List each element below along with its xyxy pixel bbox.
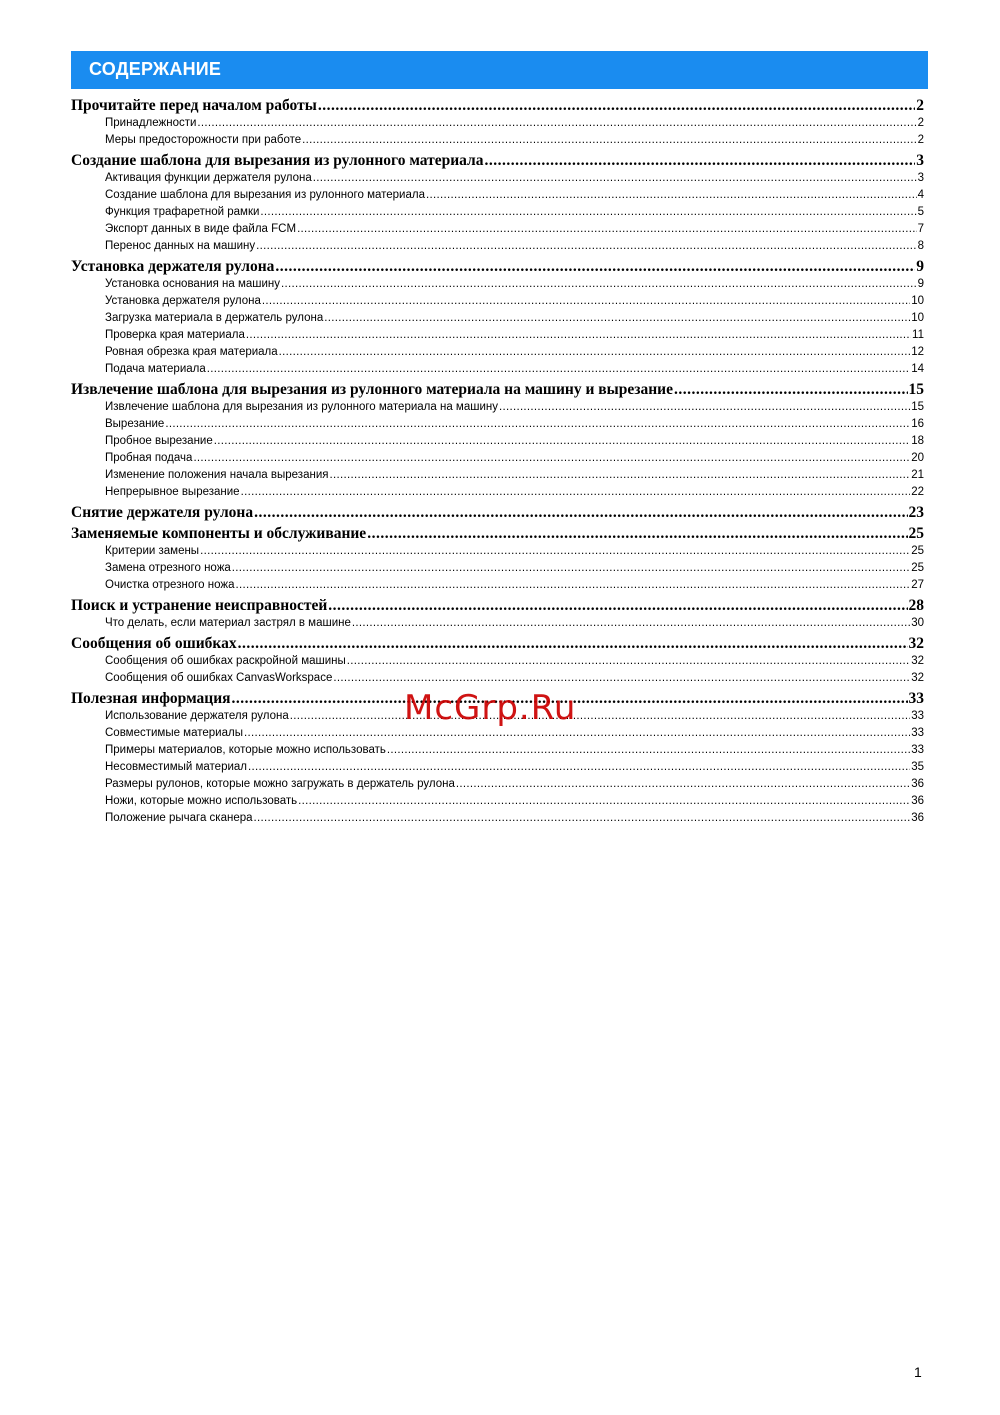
toc-entry-title: Критерии замены xyxy=(105,545,200,557)
toc-entry-page-number: 25 xyxy=(911,545,924,557)
toc-entry-page-number: 5 xyxy=(917,206,924,218)
toc-entry-title: Сообщения об ошибках xyxy=(71,635,237,652)
toc-entry-page-number: 9 xyxy=(917,278,924,290)
dot-leader xyxy=(246,329,911,341)
toc-entry-page-number: 36 xyxy=(911,795,924,807)
toc-section-entry[interactable] xyxy=(71,312,924,329)
toc-chapter-entry[interactable] xyxy=(71,97,924,117)
toc-entry-title: Активация функции держателя рулона xyxy=(105,172,312,184)
toc-entry-title: Пробное вырезание xyxy=(105,435,213,447)
toc-section-entry[interactable] xyxy=(71,562,924,579)
dot-leader xyxy=(238,635,908,653)
toc-entry-title: Установка держателя рулона xyxy=(71,258,275,275)
toc-entry-page-number: 4 xyxy=(917,189,924,201)
toc-entry-title: Использование держателя рулона xyxy=(105,710,289,722)
dot-leader xyxy=(328,597,907,615)
toc-chapter-entry[interactable] xyxy=(71,504,924,524)
toc-entry-page-number: 25 xyxy=(908,525,924,542)
toc-entry-page-number: 18 xyxy=(911,435,924,447)
toc-section-entry[interactable] xyxy=(71,486,924,503)
toc-section-entry[interactable] xyxy=(71,795,924,812)
toc-entry-page-number: 3 xyxy=(916,152,924,169)
toc-section-entry[interactable] xyxy=(71,545,924,562)
toc-entry-page-number: 33 xyxy=(911,710,924,722)
dot-leader xyxy=(200,545,910,557)
toc-entry-page-number: 22 xyxy=(911,486,924,498)
toc-entry-page-number: 33 xyxy=(911,744,924,756)
dot-leader xyxy=(207,363,910,375)
toc-section-entry[interactable] xyxy=(71,240,924,257)
toc-section-entry[interactable] xyxy=(71,655,924,672)
dot-leader xyxy=(279,346,911,358)
dot-leader xyxy=(367,525,907,543)
toc-entry-page-number: 21 xyxy=(911,469,924,481)
dot-leader xyxy=(214,435,910,447)
dot-leader xyxy=(254,812,911,824)
toc-section-entry[interactable] xyxy=(71,223,924,240)
toc-entry-title: Установка держателя рулона xyxy=(105,295,261,307)
dot-leader xyxy=(426,189,917,201)
toc-entry-title: Что делать, если материал застрял в машине xyxy=(105,617,351,629)
toc-chapter-entry[interactable] xyxy=(71,152,924,172)
toc-entry-title: Очистка отрезного ножа xyxy=(105,579,235,591)
toc-entry-title: Ровная обрезка края материала xyxy=(105,346,278,358)
toc-entry-page-number: 32 xyxy=(908,635,924,652)
toc-entry-page-number: 9 xyxy=(916,258,924,275)
toc-entry-page-number: 16 xyxy=(911,418,924,430)
toc-entry-page-number: 32 xyxy=(911,655,924,667)
toc-entry-page-number: 27 xyxy=(911,579,924,591)
toc-entry-title: Пробная подача xyxy=(105,452,193,464)
dot-leader xyxy=(674,381,908,399)
dot-leader xyxy=(241,486,911,498)
toc-section-entry[interactable] xyxy=(71,418,924,435)
toc-entry-title: Вырезание xyxy=(105,418,165,430)
toc-entry-page-number: 32 xyxy=(911,672,924,684)
toc-chapter-entry[interactable] xyxy=(71,635,924,655)
toc-section-entry[interactable] xyxy=(71,579,924,596)
toc-entry-page-number: 3 xyxy=(917,172,924,184)
dot-leader xyxy=(290,710,910,722)
toc-section-entry[interactable] xyxy=(71,435,924,452)
dot-leader xyxy=(248,761,910,773)
toc-entry-title: Замена отрезного ножа xyxy=(105,562,231,574)
dot-leader xyxy=(387,744,910,756)
toc-section-entry[interactable] xyxy=(71,812,924,829)
toc-entry-page-number: 30 xyxy=(911,617,924,629)
toc-entry-title: Перенос данных на машину xyxy=(105,240,256,252)
dot-leader xyxy=(297,223,917,235)
dot-leader xyxy=(352,617,910,629)
toc-entry-title: Извлечение шаблона для вырезания из рулонного материала на машину xyxy=(105,401,498,413)
toc-entry-title: Проверка края материала xyxy=(105,329,245,341)
toc-chapter-entry[interactable] xyxy=(71,258,924,278)
toc-section-entry[interactable] xyxy=(71,469,924,486)
dot-leader xyxy=(232,562,910,574)
dot-leader xyxy=(275,258,915,276)
dot-leader xyxy=(262,295,910,307)
dot-leader xyxy=(254,504,907,522)
dot-leader xyxy=(333,672,910,684)
toc-entry-page-number: 2 xyxy=(916,97,924,114)
toc-entry-title: Функция трафаретной рамки xyxy=(105,206,260,218)
toc-entry-title: Сообщения об ошибках раскройной машины xyxy=(105,655,346,667)
toc-entry-page-number: 20 xyxy=(911,452,924,464)
toc-section-entry[interactable] xyxy=(71,295,924,312)
toc-entry-page-number: 28 xyxy=(908,597,924,614)
toc-entry-page-number: 10 xyxy=(911,312,924,324)
toc-entry-page-number: 7 xyxy=(917,223,924,235)
dot-leader xyxy=(260,206,916,218)
contents-header-bar xyxy=(71,51,928,89)
toc-entry-title: Поиск и устранение неисправностей xyxy=(71,597,328,614)
page-number: 1 xyxy=(914,1364,922,1380)
toc-entry-page-number: 10 xyxy=(911,295,924,307)
toc-entry-title: Загрузка материала в держатель рулона xyxy=(105,312,324,324)
toc-entry-title: Сообщения об ошибках CanvasWorkspace xyxy=(105,672,333,684)
toc-section-entry[interactable] xyxy=(71,727,924,744)
toc-entry-page-number: 8 xyxy=(917,240,924,252)
toc-entry-title: Установка основания на машину xyxy=(105,278,281,290)
toc-entry-title: Создание шаблона для вырезания из рулонного материала xyxy=(105,189,425,201)
dot-leader xyxy=(281,278,917,290)
toc-section-entry[interactable] xyxy=(71,452,924,469)
toc-section-entry[interactable] xyxy=(71,134,924,151)
toc-entry-title: Ножи, которые можно использовать xyxy=(105,795,298,807)
toc-section-entry[interactable] xyxy=(71,778,924,795)
dot-leader xyxy=(456,778,910,790)
toc-entry-title: Примеры материалов, которые можно использовать xyxy=(105,744,386,756)
contents-title: СОДЕРЖАНИЕ xyxy=(89,59,222,79)
dot-leader xyxy=(347,655,910,667)
dot-leader xyxy=(165,418,910,430)
toc-entry-title: Экспорт данных в виде файла FCM xyxy=(105,223,297,235)
toc-entry-page-number: 2 xyxy=(917,134,924,146)
toc-entry-page-number: 2 xyxy=(917,117,924,129)
toc-entry-page-number: 15 xyxy=(911,401,924,413)
toc-section-entry[interactable] xyxy=(71,206,924,223)
toc-entry-title: Заменяемые компоненты и обслуживание xyxy=(71,525,367,542)
dot-leader xyxy=(485,152,916,170)
toc-section-entry[interactable] xyxy=(71,172,924,189)
toc-chapter-entry[interactable] xyxy=(71,525,924,545)
toc-chapter-entry[interactable] xyxy=(71,381,924,401)
toc-entry-page-number: 15 xyxy=(908,381,924,398)
toc-entry-title: Подача материала xyxy=(105,363,206,375)
toc-entry-title: Меры предосторожности при работе xyxy=(105,134,302,146)
toc-entry-title: Размеры рулонов, которые можно загружать в держатель рулона xyxy=(105,778,455,790)
toc-entry-title: Создание шаблона для вырезания из рулонного материала xyxy=(71,152,484,169)
toc-section-entry[interactable] xyxy=(71,189,924,206)
dot-leader xyxy=(313,172,917,184)
toc-entry-page-number: 14 xyxy=(911,363,924,375)
toc-section-entry[interactable] xyxy=(71,744,924,761)
toc-entry-title: Изменение положения начала вырезания xyxy=(105,469,329,481)
toc-entry-title: Положение рычага сканера xyxy=(105,812,253,824)
toc-entry-title: Прочитайте перед началом работы xyxy=(71,97,317,114)
toc-section-entry[interactable] xyxy=(71,401,924,418)
toc-entry-title: Снятие держателя рулона xyxy=(71,504,254,521)
toc-entry-page-number: 33 xyxy=(908,690,924,707)
watermark: McGrp.Ru xyxy=(404,688,577,728)
dot-leader xyxy=(256,240,916,252)
toc-section-entry[interactable] xyxy=(71,617,924,634)
toc-section-entry[interactable] xyxy=(71,761,924,778)
dot-leader xyxy=(499,401,910,413)
toc-entry-title: Извлечение шаблона для вырезания из рулонного материала на машину и вырезание xyxy=(71,381,673,398)
toc-entry-page-number: 35 xyxy=(911,761,924,773)
dot-leader xyxy=(318,97,915,115)
toc-entry-page-number: 36 xyxy=(911,812,924,824)
toc-entry-title: Полезная информация xyxy=(71,690,231,707)
toc-entry-page-number: 12 xyxy=(911,346,924,358)
toc-entry-title: Совместимые материалы xyxy=(105,727,243,739)
toc-entry-page-number: 33 xyxy=(911,727,924,739)
dot-leader xyxy=(193,452,910,464)
dot-leader xyxy=(302,134,916,146)
toc-section-entry[interactable] xyxy=(71,346,924,363)
toc-entry-page-number: 23 xyxy=(908,504,924,521)
dot-leader xyxy=(298,795,910,807)
toc-entry-page-number: 36 xyxy=(911,778,924,790)
dot-leader xyxy=(197,117,916,129)
toc-section-entry[interactable] xyxy=(71,278,924,295)
toc-entry-title: Непрерывное вырезание xyxy=(105,486,240,498)
toc-entry-title: Несовместимый материал xyxy=(105,761,247,773)
toc-section-entry[interactable] xyxy=(71,672,924,689)
dot-leader xyxy=(244,727,910,739)
toc-section-entry[interactable] xyxy=(71,329,924,346)
toc-chapter-entry[interactable] xyxy=(71,597,924,617)
dot-leader xyxy=(329,469,910,481)
toc-entry-title: Принадлежности xyxy=(105,117,197,129)
dot-leader xyxy=(324,312,910,324)
toc-section-entry[interactable] xyxy=(71,117,924,134)
dot-leader xyxy=(235,579,910,591)
toc-section-entry[interactable] xyxy=(71,363,924,380)
toc-entry-page-number: 25 xyxy=(911,562,924,574)
toc-entry-page-number: 11 xyxy=(912,329,924,341)
